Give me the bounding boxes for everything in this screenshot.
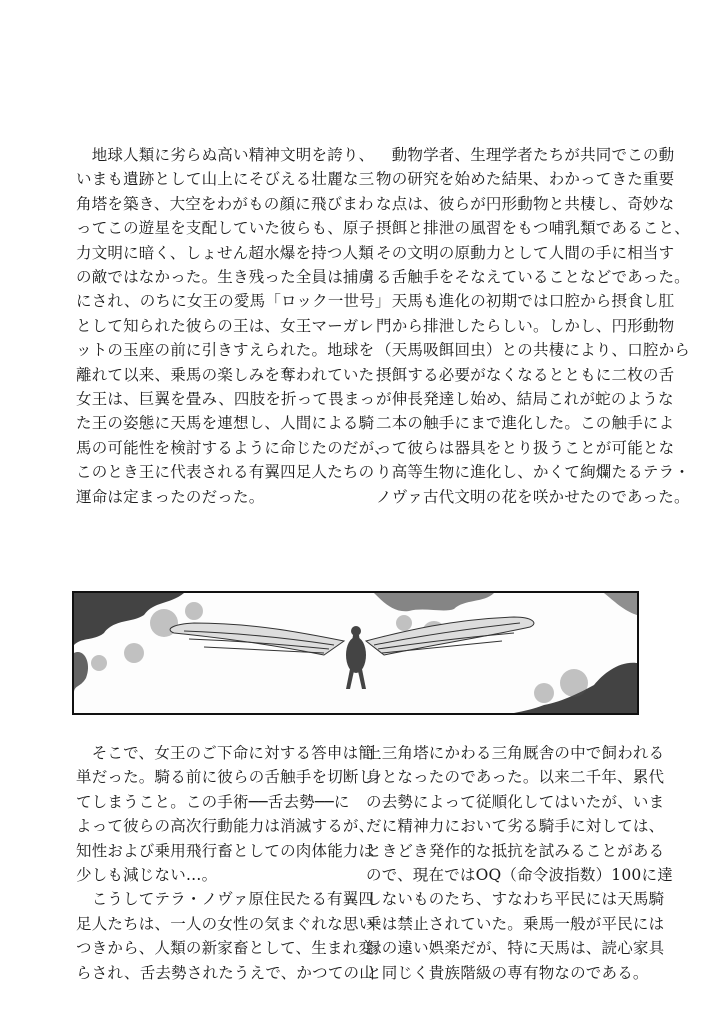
- top-left-text-line: ってこの遊星を支配していた彼らも、原子: [76, 219, 375, 238]
- top-right-text-line: ノヴァ古代文明の花を咲かせたのであった。: [376, 487, 690, 506]
- bottom-right-text-line: 身となったのであった。以来二千年、累代: [366, 768, 665, 787]
- top-left-text-line: の敵ではなかった。生き残った全員は捕虜: [76, 268, 375, 287]
- top-left-text-line: ットの玉座の前に引きすえられた。地球を: [76, 341, 375, 360]
- text-column-bottom-left: [76, 741, 375, 985]
- bottom-right-text-line: ときどき発作的な抵抗を試みることがある: [366, 841, 665, 860]
- bottom-right-text-line: ので、現在ではOQ（命令波指数）100に達: [366, 866, 673, 885]
- text-column-bottom-right: [366, 741, 673, 985]
- top-left-text-line: にされ、のちに女王の愛馬「ロック一世号」: [76, 292, 391, 311]
- bottom-right-text-line: と同じく貴族階級の専有物なのである。: [366, 963, 649, 982]
- top-left-text-line: このとき王に代表される有翼四足人たちの: [76, 463, 375, 482]
- bottom-left-text-line: そこで、女王のご下命に対する答申は簡: [76, 744, 374, 762]
- top-right-text-line: 摂餌する必要がなくなるとともに二枚の舌: [376, 365, 675, 384]
- bottom-left-text-line: よって彼らの高次行動能力は消滅するが、: [76, 817, 375, 836]
- pegasus-icon: [74, 593, 637, 713]
- top-left-text-line: 馬の可能性を検討するように命じたのだが、: [76, 438, 391, 457]
- bottom-left-text-line: 知性および乗用飛行畜としての肉体能力は: [76, 841, 375, 860]
- top-right-text-line: って彼らは器具をとり扱うことが可能とな: [376, 438, 675, 457]
- bottom-left-text-line: つきから、人類の新家畜として、生まれ変: [76, 939, 374, 958]
- top-right-text-line: 天馬も進化の初期では口腔から摂食し肛: [376, 292, 675, 311]
- bottom-right-text-line: 上三角塔にかわる三角厩舎の中で飼われる: [366, 744, 665, 762]
- bottom-right-text-line: 縁の遠い娯楽だが、特に天馬は、読心家具: [366, 939, 665, 958]
- bottom-left-text-line: 単だった。騎る前に彼らの舌触手を切断し: [76, 768, 375, 787]
- top-right-text-line: 動物学者、生理学者たちが共同でこの動: [376, 146, 675, 164]
- top-right-text-line: 物の研究を始めた結果、わかってきた重要: [376, 170, 675, 189]
- top-left-text-line: た王の姿態に天馬を連想し、人間による騎: [76, 414, 375, 433]
- bottom-left-text-line: てしまうこと。この手術──舌去勢──に: [76, 792, 350, 811]
- text-column-top-right: [376, 143, 691, 509]
- top-right-text-line: （天馬吸餌回虫）との共棲により、口腔から: [376, 341, 691, 360]
- top-right-text-line: 門から排泄したらしい。しかし、円形動物: [376, 316, 675, 335]
- top-right-text-line: その文明の原動力として人間の手に相当す: [376, 243, 675, 262]
- top-right-text-line: り高等生物に進化し、かくて絢爛たるテラ・: [376, 463, 691, 482]
- winged-horse-illustration: [72, 591, 639, 715]
- bottom-right-text-line: だに精神力において劣る騎手に対しては、: [366, 817, 665, 836]
- top-left-text-line: 女王は、巨翼を畳み、四肢を折って畏まっ: [76, 390, 376, 409]
- top-right-text-line: な点は、彼らが円形動物と共棲し、奇妙な: [376, 194, 675, 213]
- top-left-text-line: として知られた彼らの王は、女王マーガレ: [76, 316, 374, 335]
- top-left-text-line: 離れて以来、乗馬の楽しみを奪われていた: [76, 365, 375, 384]
- bottom-left-text-line: 足人たちは、一人の女性の気まぐれな思い: [76, 914, 375, 933]
- top-left-text-line: 力文明に暗く、しょせん超水爆を持つ人類: [76, 243, 374, 262]
- top-left-text-line: 運命は定まったのだった。: [76, 487, 265, 506]
- top-right-text-line: る舌触手をそなえていることなどであった。: [376, 268, 690, 287]
- top-left-text-line: いまも遺跡として山上にそびえる壮麗な三: [76, 170, 375, 189]
- bottom-left-text-line: 少しも減じない…。: [76, 866, 218, 885]
- bottom-right-text-line: 乗は禁止されていた。乗馬一般が平民には: [366, 914, 665, 933]
- top-right-text-line: 摂餌と排泄の風習をもつ哺乳類であること、: [376, 219, 691, 238]
- top-right-text-line: 二本の触手にまで進化した。この触手によ: [376, 414, 675, 433]
- bottom-left-text-line: こうしてテラ・ノヴァ原住民たる有翼四: [76, 890, 375, 909]
- top-right-text-line: が伸長発達し始め、結局これが蛇のような: [376, 390, 674, 409]
- top-left-text-line: 角塔を築き、大空をわがもの顔に飛びまわ: [76, 194, 374, 213]
- text-column-top-left: [76, 143, 391, 509]
- top-left-text-line: 地球人類に劣らぬ高い精神文明を誇り、: [76, 146, 375, 164]
- bottom-right-text-line: しないものたち、すなわち平民には天馬騎: [366, 890, 665, 909]
- bottom-left-text-line: らされ、舌去勢されたうえで、かつての山: [76, 963, 375, 982]
- bottom-right-text-line: の去勢によって従順化してはいたが、いま: [366, 792, 665, 811]
